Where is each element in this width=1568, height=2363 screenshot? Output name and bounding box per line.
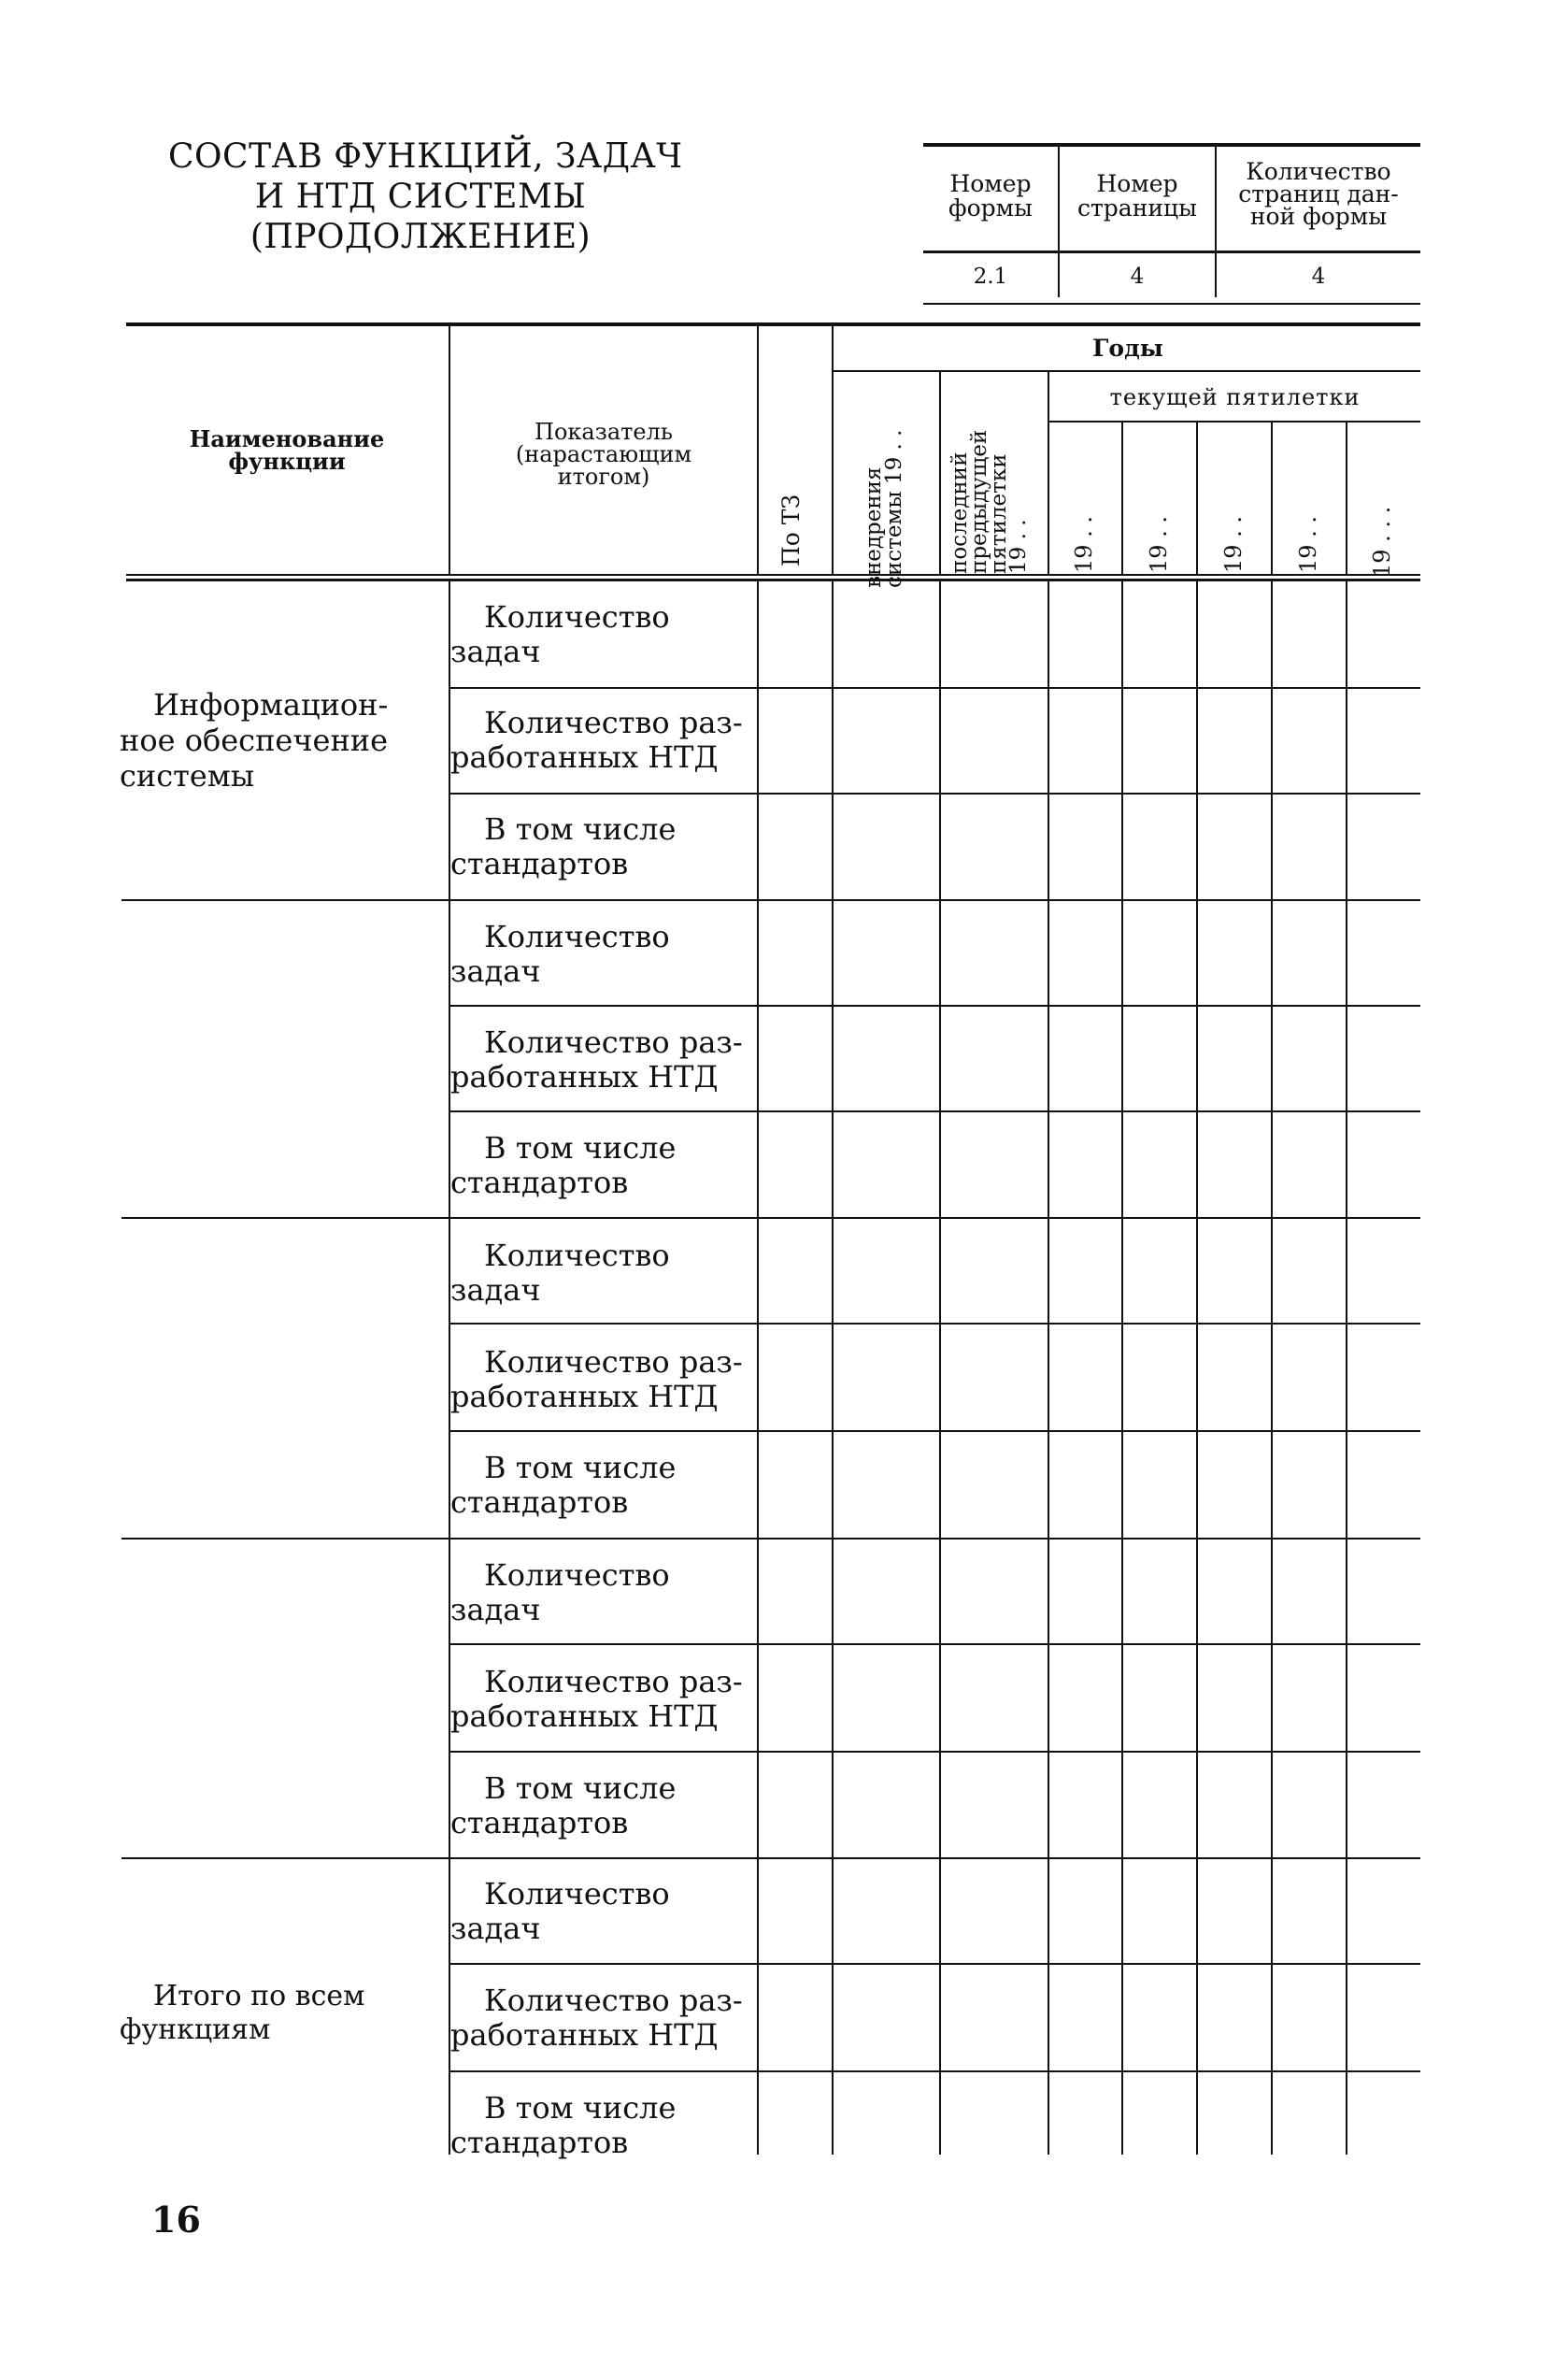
title-line-3: (ПРОДОЛЖЕНИЕ) <box>249 218 592 256</box>
page-count-header: Количество страниц дан- ной формы <box>1238 158 1399 230</box>
indicator-cell: В том числе стандартов <box>450 2090 677 2160</box>
indicator-cell: Количество раз- работанных НТД <box>450 1664 743 1734</box>
title-line-1: СОСТАВ ФУНКЦИЙ, ЗАДАЧ <box>168 137 683 176</box>
page-number-header: Номер страницы <box>1076 170 1198 222</box>
indicator-cell: Количество задач <box>450 599 670 669</box>
form-number-header: Номер формы <box>948 170 1033 222</box>
indicator-cell: Количество задач <box>450 1238 670 1308</box>
indicator-cell: Количество задач <box>450 919 670 989</box>
current-five-year-header: текущей пятилетки <box>1109 384 1361 410</box>
page-number-value: 4 <box>1130 265 1145 289</box>
form-number-value: 2.1 <box>973 265 1008 289</box>
indicator-cell: В том числе стандартов <box>450 1130 677 1200</box>
year-col-2: 19 . . <box>1146 515 1172 573</box>
year-col-5: 19 . . . <box>1369 506 1395 578</box>
indicator-cell: Количество задач <box>450 1876 670 1946</box>
years-header: Годы <box>1092 335 1163 362</box>
by-tz-header: По ТЗ <box>777 494 805 566</box>
indicator-cell: Количество раз- работанных НТД <box>450 705 743 775</box>
indicator-cell: Количество раз- работанных НТД <box>450 1983 743 2053</box>
year-col-4: 19 . . <box>1295 515 1321 573</box>
function-name-total: Итого по всем функциям <box>120 1980 365 2046</box>
function-name-header: Наименование функции <box>189 425 385 475</box>
page-number: 16 <box>151 2198 201 2241</box>
implementation-header: внедрения системы 19 . . <box>862 429 906 588</box>
indicator-cell: В том числе стандартов <box>450 1450 677 1520</box>
indicator-cell: Количество раз- работанных НТД <box>450 1024 743 1095</box>
page-count-value: 4 <box>1311 265 1326 289</box>
document-title <box>168 136 683 257</box>
indicator-cell: В том числе стандартов <box>450 811 677 881</box>
title-line-2: И НТД СИСТЕМЫ <box>254 178 587 216</box>
function-name-information-support: Информацион- ное обеспечение системы <box>120 687 389 794</box>
last-previous-header: последний предыдущей пятилетки 19 . . <box>948 429 1031 574</box>
indicator-cell: Количество задач <box>450 1557 670 1627</box>
indicator-cell: Количество раз- работанных НТД <box>450 1344 743 1414</box>
year-col-3: 19 . . <box>1220 515 1247 573</box>
year-col-1: 19 . . <box>1071 515 1097 573</box>
indicator-cell: В том числе стандартов <box>450 1770 677 1840</box>
indicator-header: Показатель (нарастающим итогом) <box>515 419 692 490</box>
